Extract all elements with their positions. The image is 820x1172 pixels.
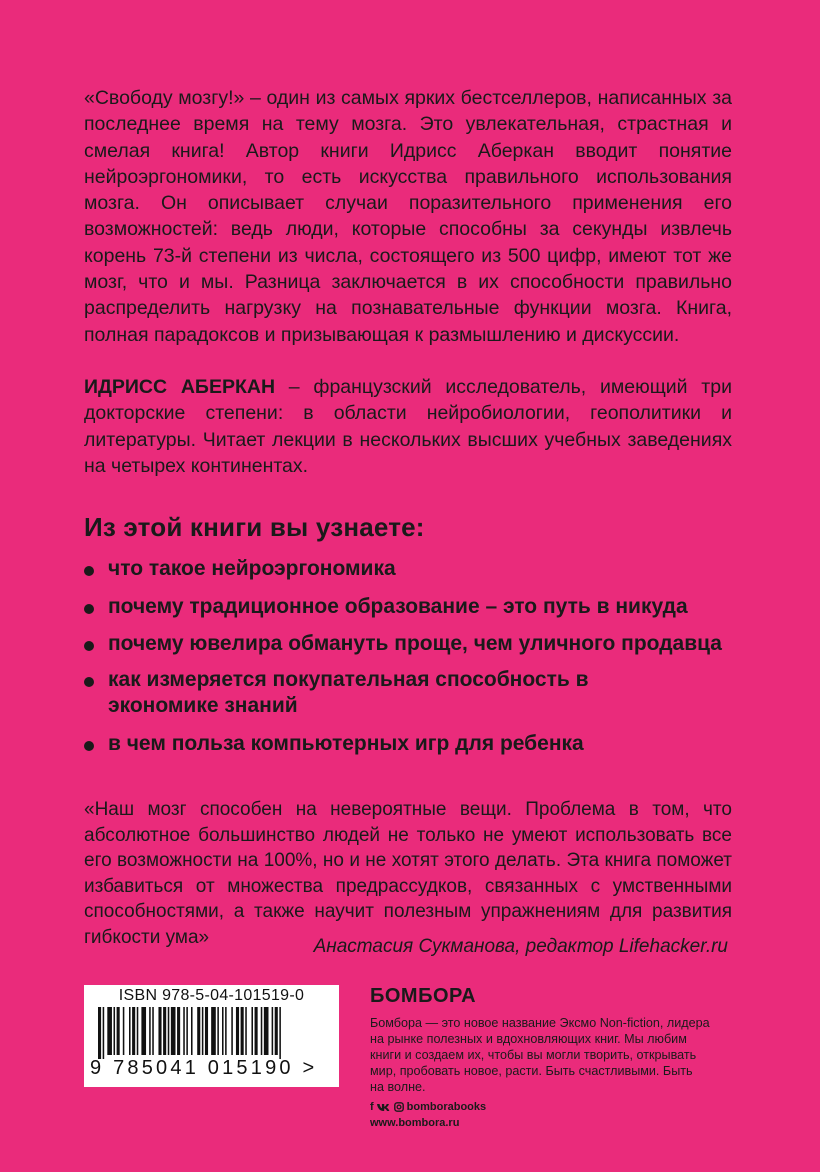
vk-icon[interactable] — [377, 1103, 391, 1112]
barcode-bar — [279, 1007, 281, 1059]
barcode-bar — [98, 1007, 101, 1059]
barcode-bar — [255, 1007, 258, 1055]
list-item-text: почему ювелира обмануть проще, чем уличного продавца — [108, 632, 722, 655]
barcode-bar — [231, 1007, 233, 1055]
quote-author: Анастасия Сукманова, редактор Lifehacker.ru — [313, 936, 728, 957]
list-item — [84, 631, 764, 657]
barcode — [84, 985, 339, 1087]
barcode-bar — [272, 1007, 274, 1055]
author-name: ИДРИСС АБЕРКАН — [84, 376, 276, 398]
barcode-bar — [107, 1007, 112, 1055]
barcode-bar — [264, 1007, 269, 1055]
list-item-text: что такое нейроэргономика — [108, 557, 396, 580]
social-links — [370, 1101, 486, 1113]
barcode-bar — [245, 1007, 247, 1055]
barcode-bar — [236, 1007, 239, 1055]
author-bio — [84, 374, 732, 479]
barcode-bar — [137, 1007, 139, 1055]
barcode-bar — [132, 1007, 135, 1055]
isbn-label: ISBN 978-5-04-101519-0 — [118, 987, 305, 1004]
bullet-icon — [84, 741, 94, 751]
bullet-icon — [84, 641, 94, 651]
bullet-icon — [84, 566, 94, 576]
barcode-bar — [117, 1007, 120, 1055]
barcode-bar — [171, 1007, 176, 1055]
publisher-name: БОМБОРА — [370, 985, 477, 1007]
list-item — [84, 731, 764, 757]
barcode-bar — [202, 1007, 204, 1055]
social-handle[interactable]: bomborabooks — [406, 1101, 487, 1113]
barcode-bar — [141, 1007, 146, 1055]
barcode-bar — [205, 1007, 208, 1055]
learn-list — [84, 550, 764, 757]
website-link[interactable]: www.bombora.ru — [370, 1117, 460, 1129]
list-item-text: в чем польза компьютерных игр для ребенка — [108, 732, 584, 755]
barcode-bar — [103, 1007, 105, 1059]
barcode-bar — [191, 1007, 193, 1055]
barcode-bar — [261, 1007, 263, 1055]
barcode-bar — [149, 1007, 151, 1055]
barcode-bar — [211, 1007, 216, 1055]
barcode-bar — [225, 1007, 227, 1055]
barcode-bar — [158, 1007, 161, 1055]
list-item — [84, 556, 764, 582]
bullet-icon — [84, 677, 94, 687]
book-description: «Свободу мозгу!» – один из самых ярких бестселлеров, написанных за последнее время на тему мозга. Это увлекательная, страстная и смелая книга! Автор книги Идрисс Аберкан вводит понятие нейроэргономики, то есть искусства правильного использования мозга. Он описывает случаи поразительного применения его возможностей: ведь люди, которые способны за секунды извлечь корень 73-й степени из числа, состоящего из 500 цифр, имеют тот же мозг, что и мы. Разница заключается в их способности правильно распределить нагрузку на познавательные функции мозга. Книга, полная парадоксов и призывающая к размышлению и дискуссии. — [84, 87, 732, 346]
barcode-bars — [90, 1007, 333, 1059]
list-item-text: почему традиционное образование – это путь в никуда — [108, 595, 688, 618]
barcode-bar — [163, 1007, 166, 1055]
list-item-text: как измеряется покупательная способность в экономике знаний — [108, 668, 589, 717]
barcode-bar — [129, 1007, 131, 1055]
bullet-icon — [84, 604, 94, 614]
review-quote: «Наш мозг способен на невероятные вещи. Проблема в том, что абсолютное большинство людей не только не умеют использовать все его возможности на 100%, но и не хотят этого делать. Эта книга поможет избавиться от множества предрассудков, связанных с умственными способностями, а также научит полезным упражнениям для развития гибкости ума» — [84, 799, 732, 948]
learn-title: Из этой книги вы узнаете: — [84, 512, 425, 542]
instagram-icon[interactable] — [394, 1102, 404, 1112]
barcode-bar — [152, 1007, 154, 1055]
barcode-bar — [168, 1007, 170, 1055]
barcode-bar — [186, 1007, 188, 1055]
barcode-bar — [177, 1007, 180, 1055]
barcode-bar — [197, 1007, 200, 1055]
barcode-bar — [241, 1007, 244, 1055]
facebook-icon[interactable]: f — [370, 1101, 374, 1113]
barcode-bar — [183, 1007, 185, 1055]
list-item — [84, 667, 608, 719]
list-item — [84, 594, 764, 620]
publisher-text: Бомбора — это новое название Эксмо Non-fiction, лидера на рынке полезных и вдохновляющих книг. Мы любим книги и создаем их, чтобы вы могли творить, открывать мир, пробовать новое, расти. Быть счастливыми. Быть на волне. — [370, 1016, 710, 1094]
barcode-bar — [222, 1007, 224, 1055]
author-bio-text: – французский исследователь, имеющий три докторские степени: в области нейробиологии, геополитики и литературы. Читает лекции в нескольких высших учебных заведениях на четырех континентах. — [84, 376, 732, 477]
barcode-bar — [275, 1007, 278, 1055]
barcode-bar — [217, 1007, 219, 1055]
barcode-digits: 9 785041 015190 > — [90, 1057, 318, 1079]
barcode-bar — [114, 1007, 116, 1055]
barcode-bar — [123, 1007, 125, 1055]
barcode-bar — [251, 1007, 253, 1055]
